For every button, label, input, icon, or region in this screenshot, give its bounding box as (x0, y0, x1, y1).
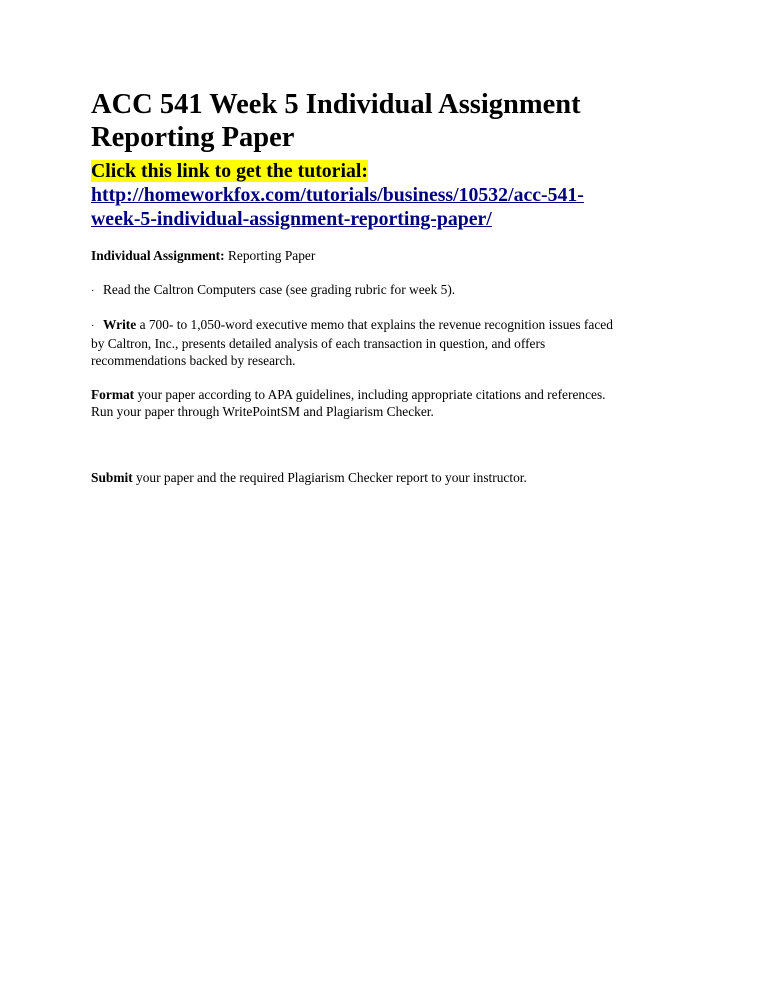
title-line-2: Reporting Paper (91, 122, 295, 153)
bullet-item-read-case (91, 281, 691, 300)
assignment-heading (91, 247, 691, 264)
bullet-symbol: · (91, 286, 95, 297)
tutorial-link-line-2[interactable]: week-5-individual-assignment-reporting-paper/ (91, 208, 492, 230)
bullet-2-line-2: by Caltron, Inc., presents detailed analysis of each transaction in question, and offers (91, 336, 546, 351)
bullet-2-bold: Write (103, 317, 137, 332)
bullet-item-write-memo (91, 316, 691, 369)
title-line-1: ACC 541 Week 5 Individual Assignment (91, 89, 581, 120)
document-title (91, 88, 691, 154)
format-paragraph (91, 386, 691, 420)
bullet-2-line-1: a 700- to 1,050-word executive memo that explains the revenue recognition issues faced (136, 317, 613, 332)
submit-text: your paper and the required Plagiarism Checker report to your instructor. (132, 470, 527, 485)
document-page (91, 88, 691, 486)
bullet-symbol: · (91, 321, 95, 332)
format-bold: Format (91, 387, 135, 402)
assignment-name: Reporting Paper (224, 248, 316, 263)
assignment-label: Individual Assignment: (91, 248, 225, 263)
tutorial-label: Click this link to get the tutorial: (91, 160, 368, 182)
bullet-2-line-3: recommendations backed by research. (91, 353, 296, 368)
format-line-1: your paper according to APA guidelines, including appropriate citations and references. (134, 387, 606, 402)
submit-bold: Submit (91, 470, 133, 485)
tutorial-link[interactable] (91, 184, 584, 230)
tutorial-block (91, 159, 691, 231)
tutorial-link-line-1[interactable]: http://homeworkfox.com/tutorials/business/10532/acc-541- (91, 184, 584, 206)
submit-paragraph (91, 469, 691, 486)
format-line-2: Run your paper through WritePointSM and Plagiarism Checker. (91, 404, 434, 419)
bullet-1-text: Read the Caltron Computers case (see grading rubric for week 5). (103, 282, 456, 297)
